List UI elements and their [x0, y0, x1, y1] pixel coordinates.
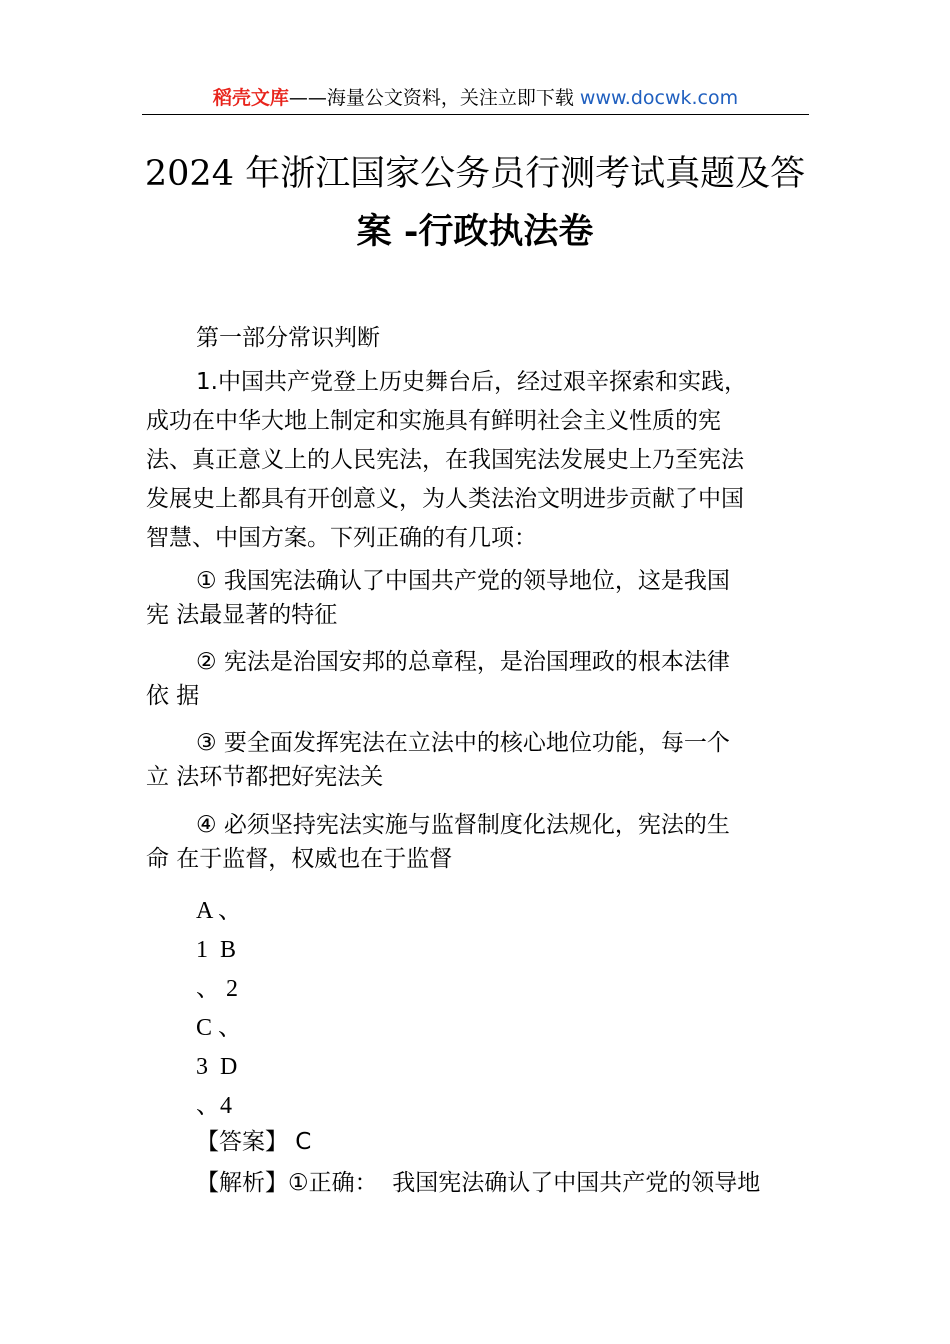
page-header	[142, 84, 809, 115]
option-line: 、4	[196, 1093, 232, 1119]
question-text-line: 1.中国共产党登上历史舞台后，经过艰辛探索和实践，	[196, 369, 747, 395]
document-title-line-2: 案 -行政执法卷	[356, 211, 594, 252]
answer-line: 【答案】 C	[196, 1129, 312, 1155]
statement-1-line-2: 宪 法最显著的特征	[146, 602, 338, 628]
document-title-line-1: 2024 年浙江国家公务员行测考试真题及答	[144, 154, 806, 194]
option-line: 3 D	[196, 1054, 238, 1080]
statement-2-line-1: ② 宪法是治国安邦的总章程，是治国理政的根本法律	[196, 649, 730, 675]
brand-name: 稻壳文库	[212, 87, 289, 109]
statement-1-line-1: ① 我国宪法确认了中国共产党的领导地位，这是我国	[196, 568, 730, 594]
option-line: 、 2	[196, 976, 238, 1002]
header-slogan: ——海量公文资料，关注立即下载	[288, 87, 574, 109]
question-text-line: 成功在中华大地上制定和实施具有鲜明社会主义性质的宪	[146, 408, 721, 434]
analysis-line: 【解析】①正确： 我国宪法确认了中国共产党的领导地	[196, 1170, 761, 1196]
option-line: C 、	[196, 1015, 243, 1041]
question-text-line: 法、真正意义上的人民宪法，在我国宪法发展史上乃至宪法	[146, 447, 744, 473]
section-heading: 第一部分常识判断	[196, 325, 380, 351]
question-text-line: 发展史上都具有开创意义，为人类法治文明进步贡献了中国	[146, 486, 744, 512]
statement-4-line-2: 命 在于监督，权威也在于监督	[146, 846, 453, 872]
statement-4-line-1: ④ 必须坚持宪法实施与监督制度化法规化，宪法的生	[196, 812, 730, 838]
question-text-line: 智慧、中国方案。下列正确的有几项：	[146, 525, 537, 551]
option-line: A 、	[196, 898, 243, 924]
option-line: 1 B	[196, 937, 237, 963]
header-url[interactable]: www.docwk.com	[579, 87, 739, 109]
statement-3-line-2: 立 法环节都把好宪法关	[146, 764, 384, 790]
statement-3-line-1: ③ 要全面发挥宪法在立法中的核心地位功能，每一个	[196, 730, 730, 756]
statement-2-line-2: 依 据	[146, 683, 200, 709]
